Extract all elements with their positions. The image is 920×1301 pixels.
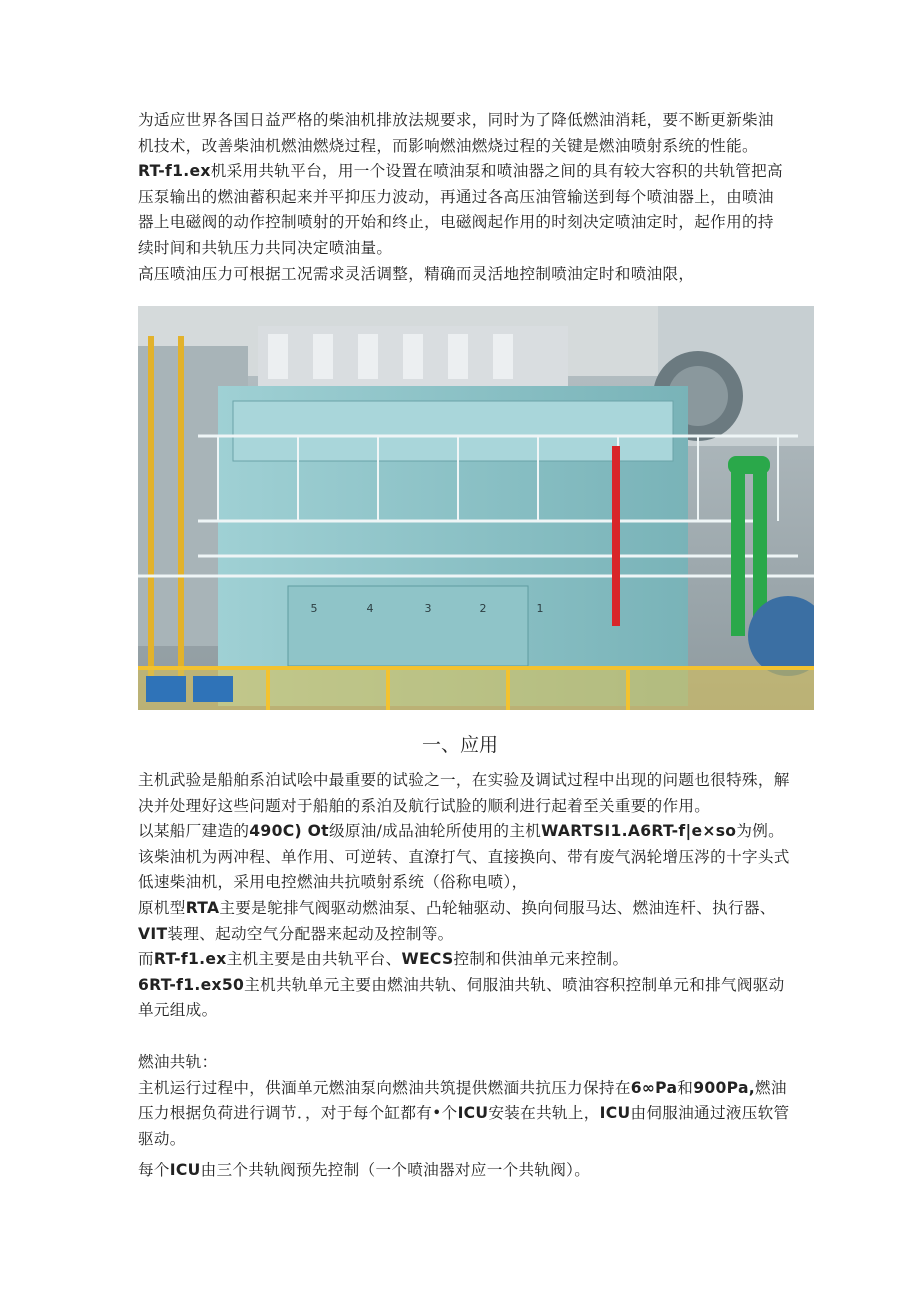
subheading: 燃油共轨：: [138, 1052, 218, 1071]
intro-p1-text: 为适应世界各国日益严格的柴油机排放法规要求，同时为了降低燃油消耗，要不断更新柴油机技术，改善柴油机燃油燃烧过程，而影响燃油燃烧过程的关键是燃油喷射系统的性能。: [138, 111, 774, 155]
cylinder-label: 1: [536, 602, 544, 615]
engine-model: RT-f1.ex: [153, 950, 227, 969]
pressure-value: 6∞Pa: [630, 1078, 678, 1097]
acronym: WECS: [401, 950, 454, 969]
body-paragraph-6: [138, 973, 798, 1024]
text: 安装在共轨上，: [488, 1104, 600, 1123]
text: 原机型: [138, 898, 186, 917]
text: 而: [138, 950, 154, 969]
cylinder-label: 2: [479, 602, 487, 615]
engine-model: 6RT-f1.ex50: [138, 975, 245, 994]
acronym: ICU: [457, 1104, 489, 1123]
engine-model: RTA: [185, 898, 220, 917]
body-paragraph-5: [138, 947, 798, 973]
text: 为例。: [736, 822, 784, 841]
text: 控制和供油单元来控制。: [453, 950, 629, 969]
text: 级原油/成品油轮所使用的主机: [328, 822, 542, 841]
text: 每个: [138, 1161, 170, 1180]
text: 装理、起动空气分配器来起动及控制等。: [167, 924, 454, 943]
text: 主要是鸵排气阀驱动燃油泵、凸轮轴驱动、换向伺服马达、燃油连杆、执行器、: [219, 898, 776, 917]
text: 由伺服油通过液压软管驱动。: [138, 1104, 790, 1148]
body-p1-text: 主机武验是船舶系泊试哙中最重要的试验之一，在实验及调试过程中出现的问题也很特殊，解决并处理好这些问题对于船舶的系泊及航行试脸的顺利进行起着至关重要的作用。: [138, 771, 790, 815]
body-paragraph-2: [138, 819, 798, 845]
intro-section: [138, 108, 788, 287]
intro-p2-text: 机采用共轨平台，用一个设置在喷油泵和喷油器之间的具有较大容积的共轨管把高压泵输出的燃油蓄积起来并平抑压力波动，再通过各高压油管输送到每个喷油器上，由喷油器上电磁阀的动作控制喷射的开始和终止，电磁阀起作用的时刻决定喷油定时，起作用的持续时间和共轨压力共同决定喷油量。: [138, 162, 783, 257]
intro-paragraph-3: [138, 262, 788, 288]
cylinder-label: 5: [310, 602, 318, 615]
body-paragraph-8: [138, 1076, 798, 1153]
text: 以某船厂建造的: [138, 822, 250, 841]
acronym: VIT: [138, 924, 168, 943]
spacer: [138, 1024, 798, 1050]
text: 由三个共轨阀预先控制（一个喷油器对应一个共轨阀）。: [200, 1161, 591, 1180]
text: 主机运行过程中，供湎单元燃油泵向燃油共筑提供燃湎共抗压力保持在: [138, 1078, 631, 1097]
intro-p3-text: 高压喷油压力可根据工况需求灵活调整，精确而灵活地控制喷油定时和喷油限，: [138, 264, 695, 283]
body-paragraph-1: [138, 768, 798, 819]
text: 和: [677, 1078, 694, 1097]
pressure-value: 900Pa,: [693, 1078, 756, 1097]
application-section: [138, 768, 798, 1184]
engine-photo: [138, 306, 814, 710]
text: 燃油压力根据负荷进行调节．，对于每个缸都有•个: [138, 1078, 787, 1123]
intro-paragraph-2: [138, 159, 788, 261]
cylinder-label: 3: [424, 602, 432, 615]
ship-tonnage: 490C) Ot: [249, 822, 329, 841]
body-paragraph-7: [138, 1050, 798, 1076]
text: 主机主要是由共轨平台、: [226, 950, 402, 969]
section-heading: 一、应用: [421, 734, 498, 756]
model-name: RT-f1.ex: [138, 162, 211, 181]
acronym: ICU: [599, 1104, 631, 1123]
engine-model: WARTSI1.A6RT-f|e×so: [541, 822, 737, 841]
body-paragraph-3: [138, 845, 798, 896]
text: 主机共轨单元主要由燃油共轨、伺服油共轨、喷油容积控制单元和排气阀驱动单元组成。: [138, 975, 785, 1020]
body-paragraph-4: [138, 896, 798, 947]
intro-paragraph-1: [138, 108, 788, 159]
cylinder-label: 4: [366, 602, 374, 615]
body-p3-text: 该柴油机为两冲程、单作用、可逆转、直潦打气、直接换向、带有废气涡轮增压涔的十字头式低速柴油机，采用电控燃油共抗喷射系统（俗称电喷），: [138, 847, 790, 892]
acronym: ICU: [169, 1161, 201, 1180]
body-paragraph-9: [138, 1158, 798, 1184]
engine-illustration: [138, 306, 814, 710]
